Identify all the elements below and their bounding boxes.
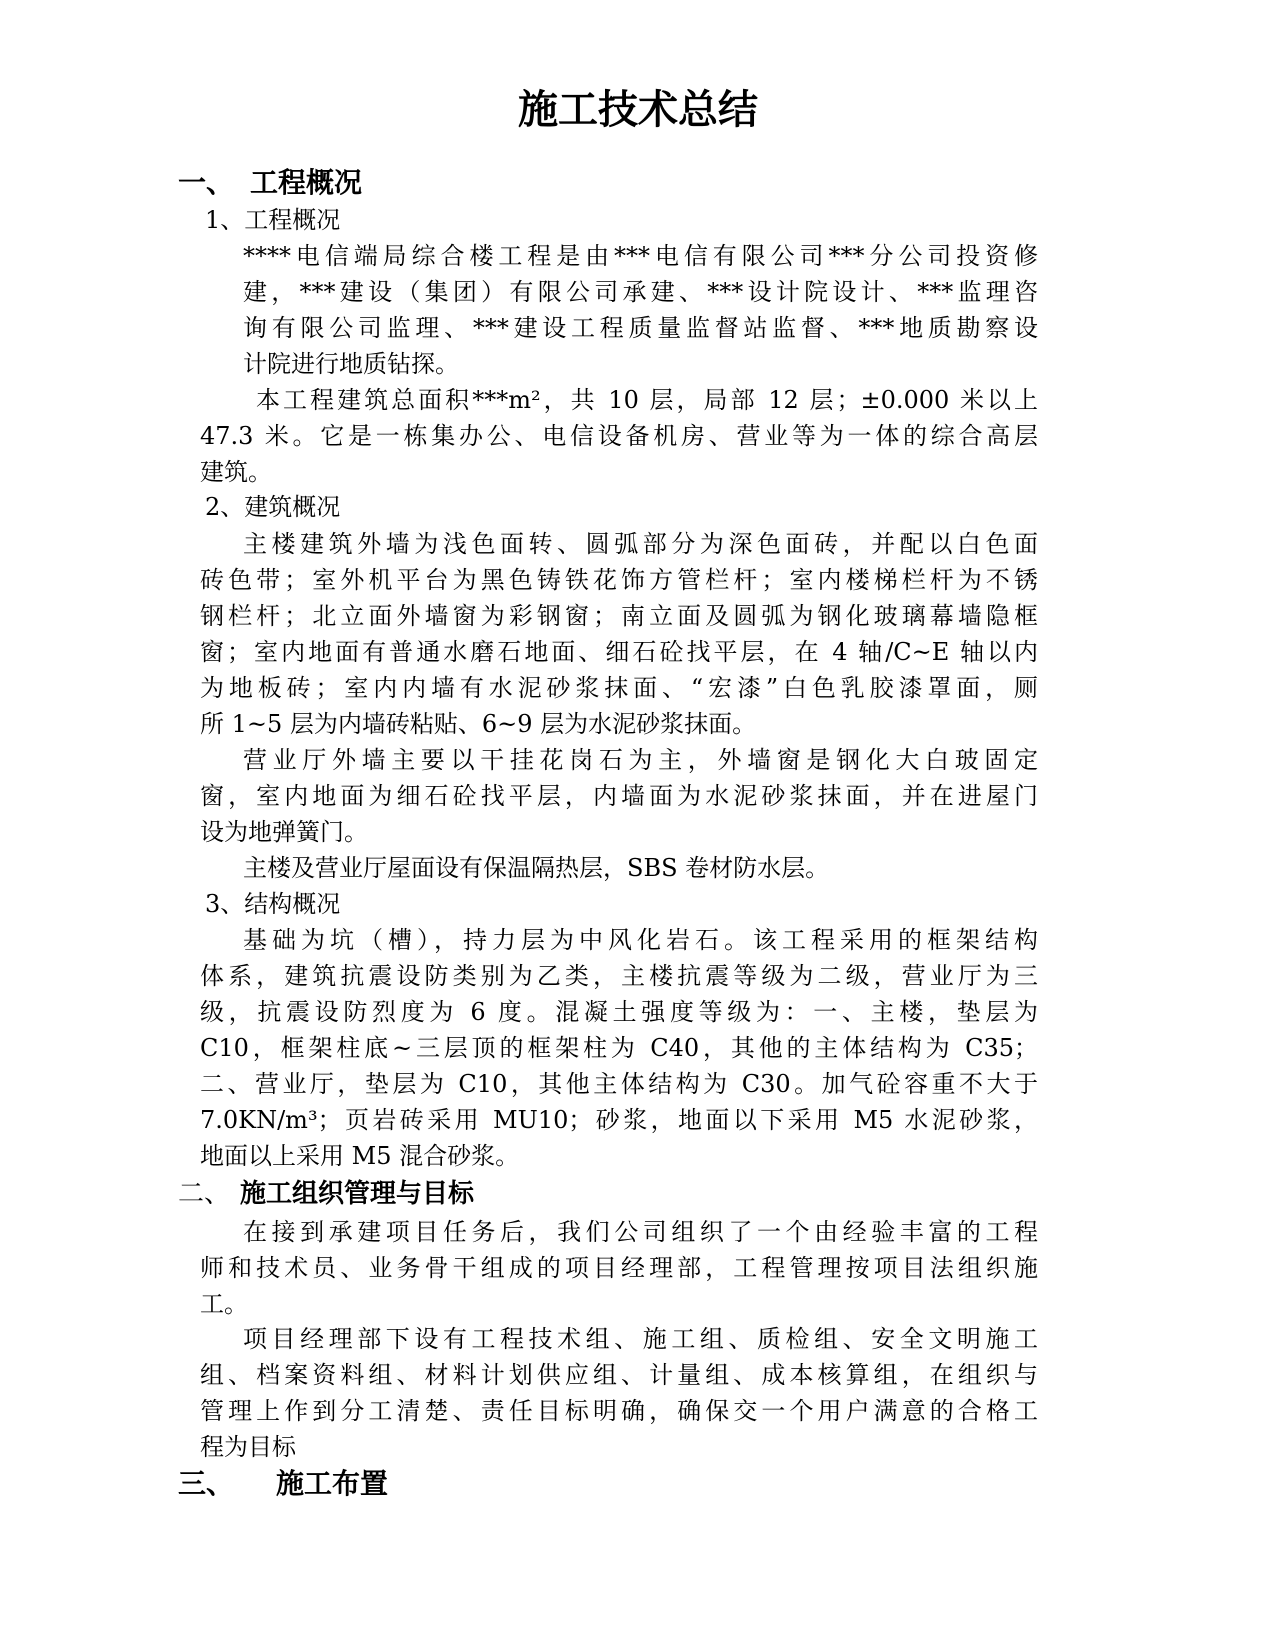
- text-line: 项目经理部下设有工程技术组、施工组、质检组、安全文明施工: [243, 1325, 1038, 1353]
- text-line: 47.3 米。它是一栋集办公、电信设备机房、营业等为一体的综合高层: [200, 422, 1038, 450]
- document-title: 施工技术总结: [518, 87, 758, 133]
- paragraph-building-area: [200, 382, 1038, 490]
- section-3-number: 三、: [178, 1467, 235, 1500]
- section-1-title: 工程概况: [250, 166, 363, 199]
- section-1-heading: [178, 164, 362, 202]
- text-line: 体系，建筑抗震设防类别为乙类，主楼抗震等级为二级，营业厅为三: [200, 962, 1038, 990]
- section-2-heading: [178, 1175, 474, 1213]
- paragraph-project-overview: [243, 238, 1038, 382]
- text-line: 砖色带；室外机平台为黑色铸铁花饰方管栏杆；室内楼梯栏杆为不锈: [200, 566, 1038, 594]
- text-line: ****电信端局综合楼工程是由***电信有限公司***分公司投资修: [243, 242, 1038, 270]
- text-line: 建筑。: [200, 458, 272, 486]
- paragraph-organization: [200, 1214, 1038, 1322]
- text-line: 建，***建设（集团）有限公司承建、***设计院设计、***监理咨: [243, 278, 1038, 306]
- text-line: 管理上作到分工清楚、责任目标明确，确保交一个用户满意的合格工: [200, 1397, 1038, 1425]
- text-line: 为地板砖；室内内墙有水泥砂浆抹面、“宏漆”白色乳胶漆罩面，厕: [200, 674, 1038, 702]
- text-line: 本工程建筑总面积***m²，共 10 层，局部 12 层；±0.000 米以上: [256, 386, 1038, 414]
- section-2-number: 二、: [178, 1179, 231, 1209]
- section-3-title: 施工布置: [276, 1467, 389, 1500]
- text-line: 7.0KN/m³；页岩砖采用 MU10；砂浆，地面以下采用 M5 水泥砂浆，: [200, 1106, 1038, 1134]
- text-line: 所 1~5 层为内墙砖粘贴、6~9 层为水泥砂浆抹面。: [200, 710, 757, 738]
- text-line: 地面以上采用 M5 混合砂浆。: [200, 1142, 520, 1170]
- text-line: 师和技术员、业务骨干组成的项目经理部，工程管理按项目法组织施: [200, 1254, 1038, 1282]
- text-line: 设为地弹簧门。: [200, 818, 368, 846]
- paragraph-structure: [200, 922, 1038, 1174]
- text-line: 窗；室内地面有普通水磨石地面、细石砼找平层，在 4 轴/C~E 轴以内: [200, 638, 1038, 666]
- text-line: 组、档案资料组、材料计划供应组、计量组、成本核算组，在组织与: [200, 1361, 1038, 1389]
- text-line: 主楼及营业厅屋面设有保温隔热层，SBS 卷材防水层。: [243, 854, 830, 882]
- text-line: 级，抗震设防烈度为 6 度。混凝土强度等级为：一、主楼，垫层为: [200, 998, 1038, 1026]
- section-2-title: 施工组织管理与目标: [240, 1179, 475, 1209]
- paragraph-architecture: [200, 526, 1038, 742]
- subsection-1-1-heading: 1、工程概况: [205, 206, 341, 234]
- text-line: 计院进行地质钻探。: [243, 350, 459, 378]
- text-line: 询有限公司监理、***建设工程质量监督站监督、***地质勘察设: [243, 314, 1038, 342]
- text-line: 基础为坑（槽），持力层为中风化岩石。该工程采用的框架结构: [243, 926, 1038, 954]
- text-line: C10，框架柱底~三层顶的框架柱为 C40，其他的主体结构为 C35；: [200, 1034, 1038, 1062]
- text-line: 程为目标: [200, 1433, 296, 1461]
- section-1-number: 一、: [178, 166, 235, 199]
- paragraph-departments: [200, 1321, 1038, 1465]
- text-line: 钢栏杆；北立面外墙窗为彩钢窗；南立面及圆弧为钢化玻璃幕墙隐框: [200, 602, 1038, 630]
- paragraph-roof: [243, 850, 1038, 886]
- text-line: 在接到承建项目任务后，我们公司组织了一个由经验丰富的工程: [243, 1218, 1038, 1246]
- text-line: 窗，室内地面为细石砼找平层，内墙面为水泥砂浆抹面，并在进屋门: [200, 782, 1038, 810]
- text-line: 主楼建筑外墙为浅色面转、圆弧部分为深色面砖，并配以白色面: [243, 530, 1038, 558]
- text-line: 工。: [200, 1290, 248, 1318]
- text-line: 二、营业厅，垫层为 C10，其他主体结构为 C30。加气砼容重不大于: [200, 1070, 1038, 1098]
- paragraph-business-hall: [200, 742, 1038, 850]
- subsection-1-2-heading: 2、建筑概况: [205, 493, 341, 521]
- section-3-heading: [178, 1465, 388, 1503]
- text-line: 营业厅外墙主要以干挂花岗石为主，外墙窗是钢化大白玻固定: [243, 746, 1038, 774]
- subsection-1-3-heading: 3、结构概况: [205, 890, 341, 918]
